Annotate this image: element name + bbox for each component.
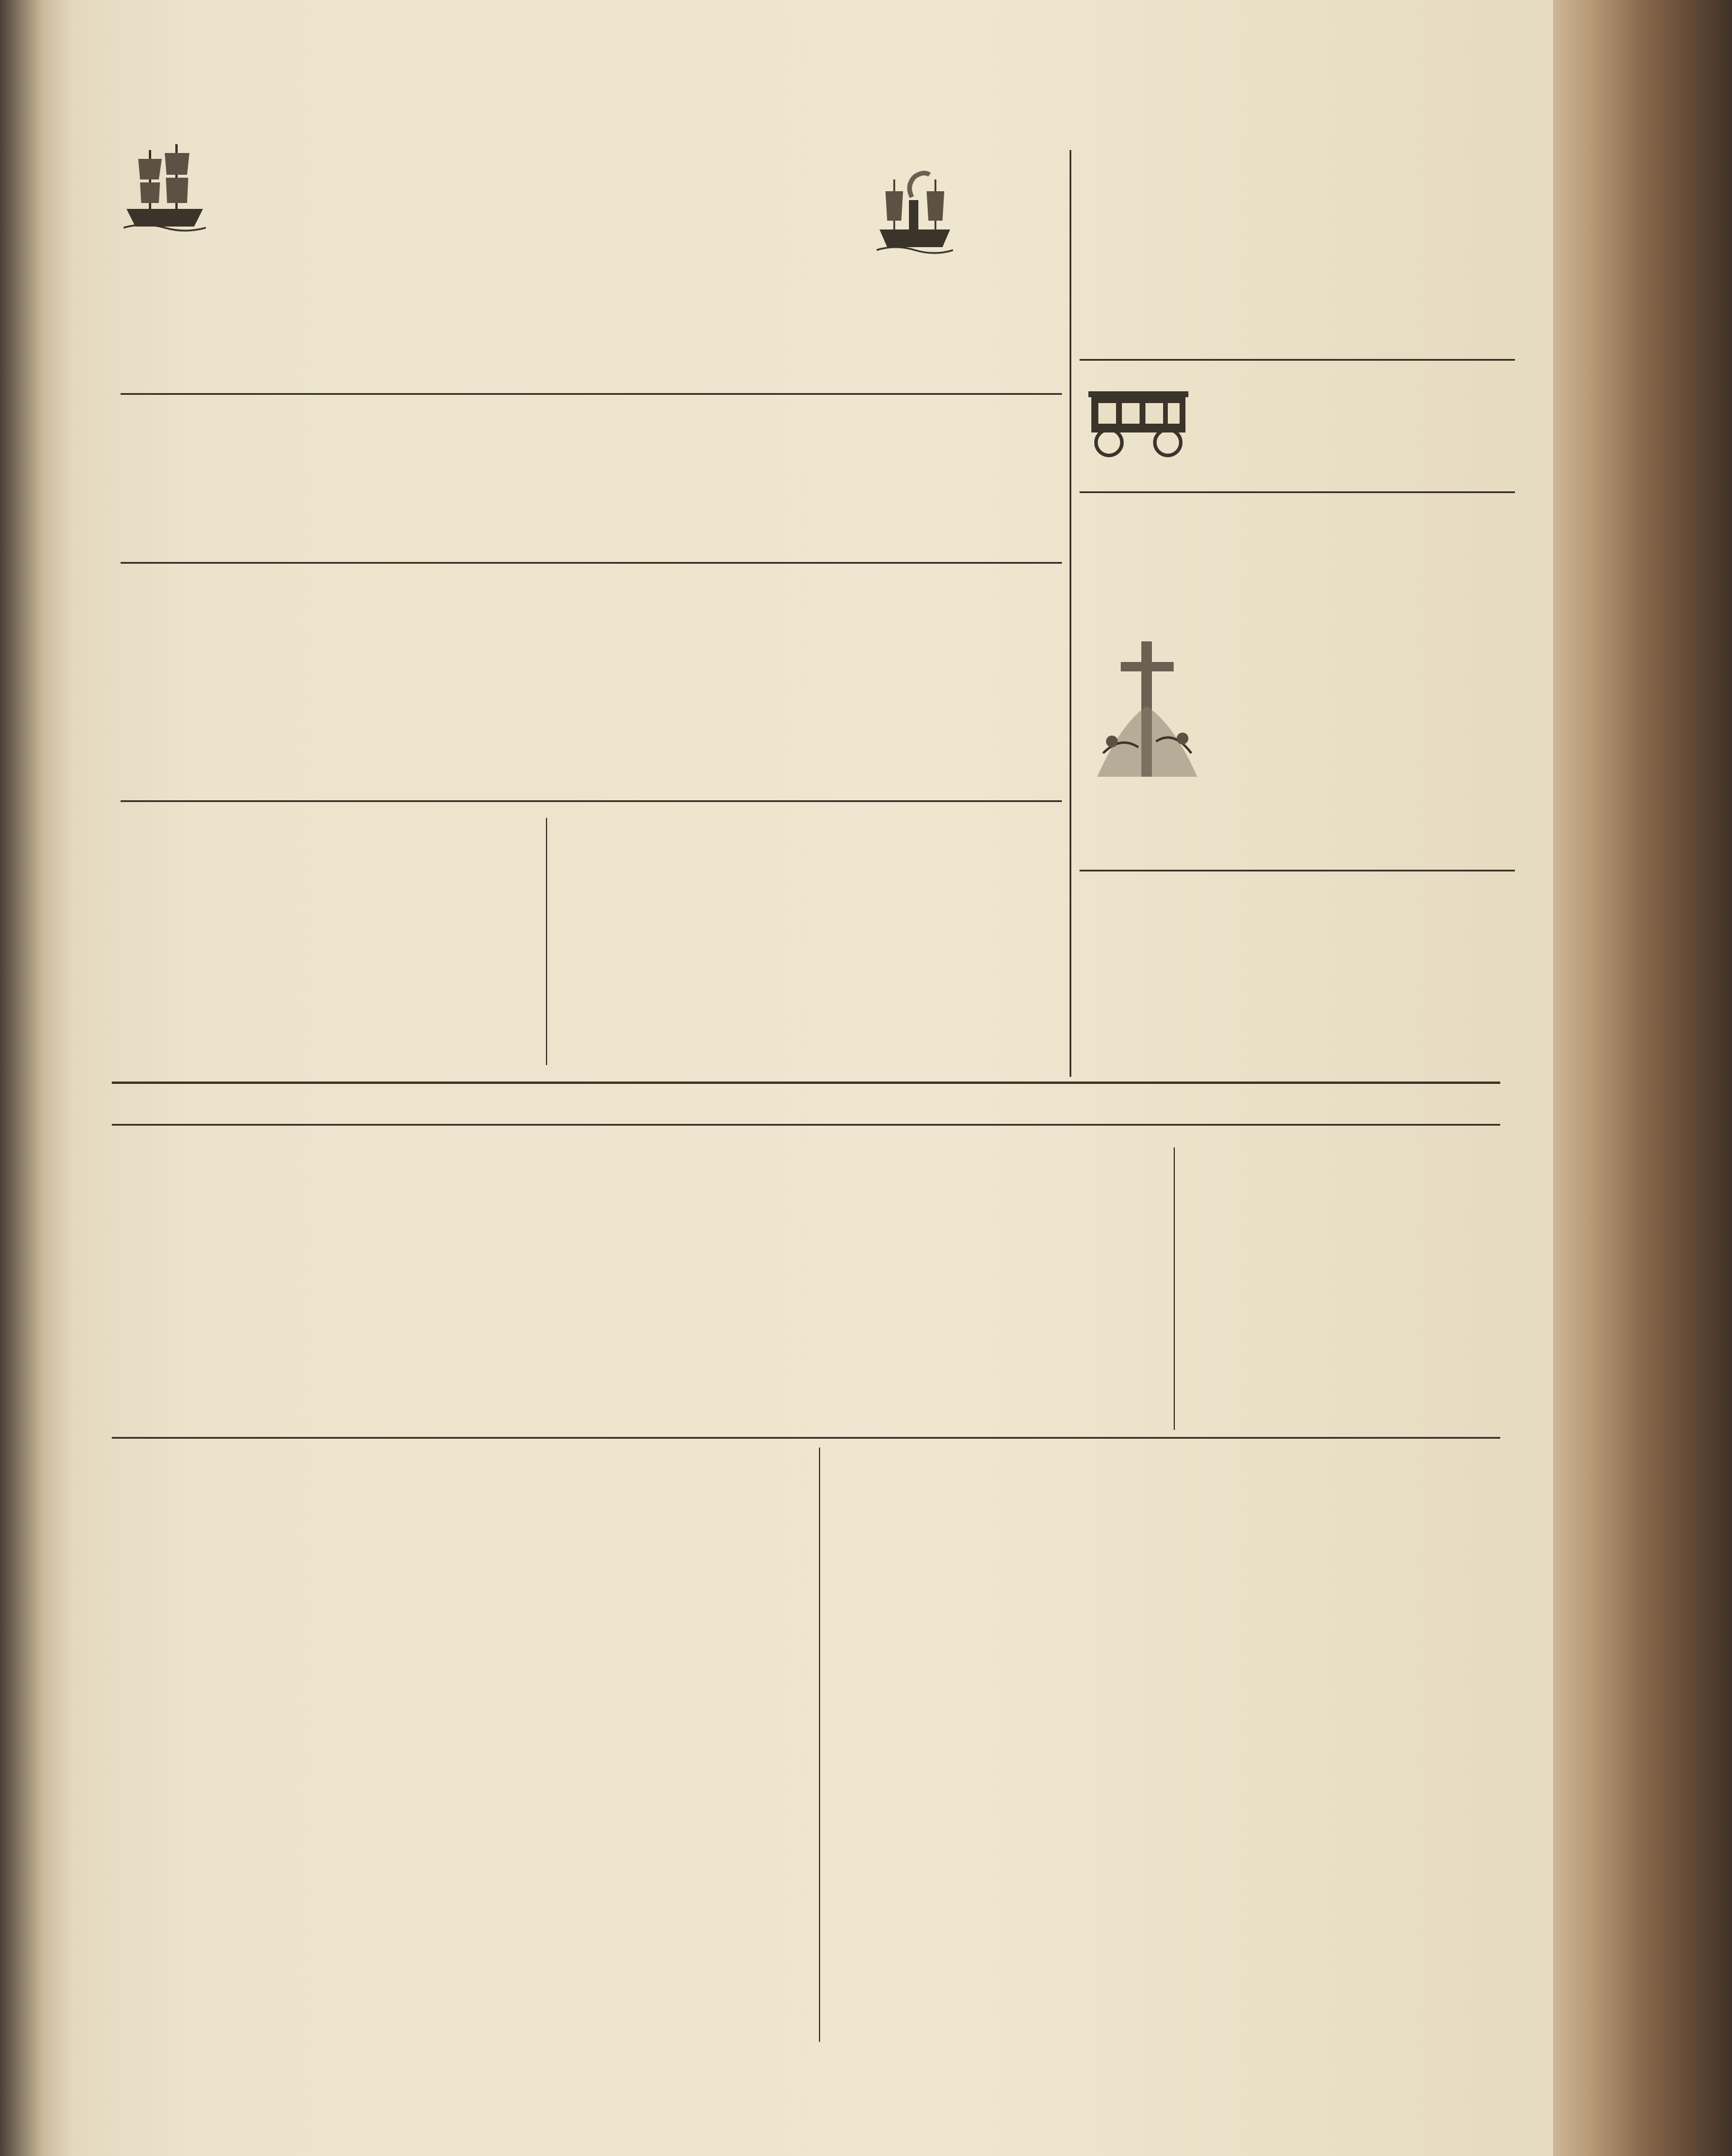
divider — [1080, 359, 1515, 361]
column-rule — [819, 1448, 820, 2042]
steamship-icon — [877, 168, 953, 256]
divider — [112, 1082, 1500, 1084]
memorial-cross-icon — [1085, 636, 1209, 783]
victuals-block — [1180, 1147, 1500, 1163]
divider — [121, 393, 1062, 395]
handwritten-note — [272, 1944, 681, 1987]
book-edge-right — [1530, 0, 1732, 2156]
divider — [1080, 491, 1515, 493]
column-rule — [1070, 150, 1071, 1077]
divider — [112, 1124, 1500, 1126]
sailing-ship-icon — [124, 138, 206, 232]
divider — [121, 562, 1062, 564]
column-rule — [546, 818, 547, 1065]
newspaper-page — [71, 0, 1553, 2156]
divider — [121, 800, 1062, 802]
column-rule — [1174, 1147, 1175, 1430]
divider — [1080, 870, 1515, 871]
book-edge-left — [0, 0, 71, 2156]
divider — [112, 1437, 1500, 1439]
wagon-icon — [1085, 388, 1191, 459]
